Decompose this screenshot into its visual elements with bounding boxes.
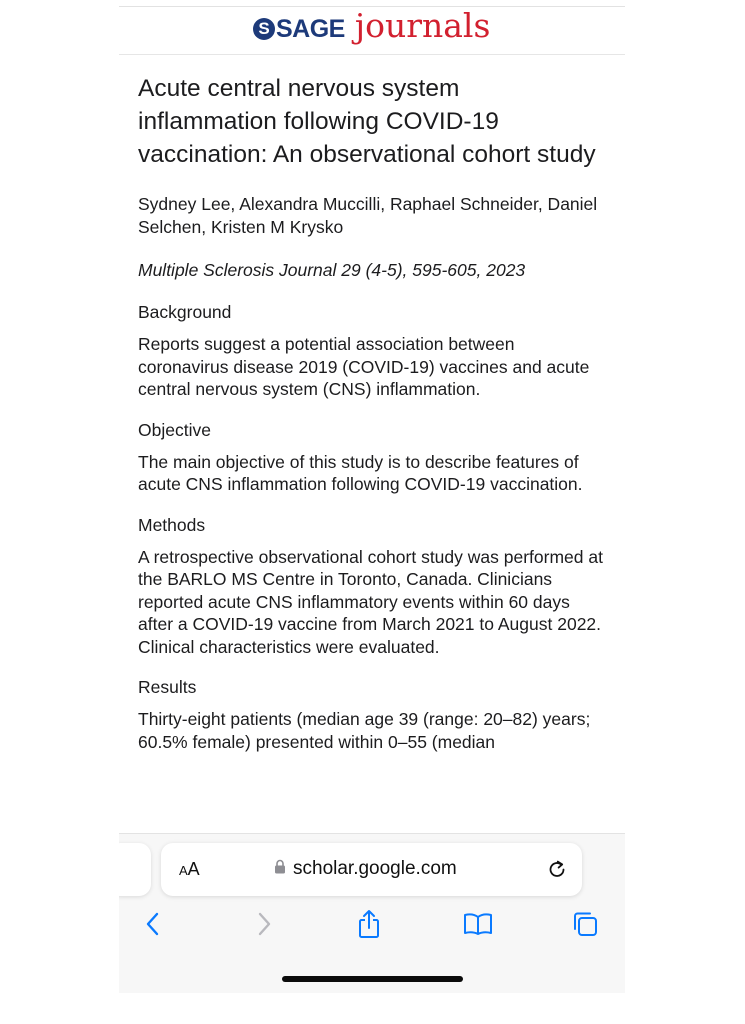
share-icon bbox=[356, 909, 382, 944]
reader-settings-button[interactable] bbox=[179, 859, 200, 880]
section-body-background: Reports suggest a potential association between coronavirus disease 2019 (COVID-19) vaccines and acute central nervous system (CNS) inflammation. bbox=[138, 334, 590, 399]
url-display[interactable] bbox=[274, 857, 457, 881]
section-body-objective: The main objective of this study is to describe features of acute CNS inflammation following COVID-19 vaccination. bbox=[138, 451, 583, 494]
chevron-right-icon bbox=[256, 911, 272, 942]
article-authors: Sydney Lee, Alexandra Muccilli, Raphael Schneider, Daniel Selchen, Kristen M Krysko bbox=[138, 194, 598, 237]
chevron-left-icon bbox=[145, 911, 161, 942]
section-body-results: Thirty-eight patients (median age 39 (range: 20–82) years; 60.5% female) presented within 0–55 (median bbox=[138, 709, 591, 752]
section-body-methods: A retrospective observational cohort study was performed at the BARLO MS Centre in Toronto, Canada. Clinicians reported acute CNS inflammatory events within 60 days after a COVID-19 vaccine from March 2021 to August 2022. Clinical characteristics were evaluated. bbox=[138, 546, 603, 657]
url-text: scholar.google.com bbox=[293, 858, 457, 879]
address-bar[interactable] bbox=[161, 843, 582, 896]
tabs-icon bbox=[571, 910, 599, 943]
article-citation: Multiple Sclerosis Journal 29 (4-5), 595-605, 2023 bbox=[138, 260, 526, 280]
back-button[interactable] bbox=[137, 910, 169, 942]
sage-logo-mark: S bbox=[253, 18, 275, 40]
section-heading-methods: Methods bbox=[138, 514, 206, 535]
sage-journals-logo[interactable] bbox=[253, 5, 491, 48]
browser-screen bbox=[119, 0, 625, 993]
site-header bbox=[119, 5, 625, 55]
forward-button[interactable] bbox=[248, 910, 280, 942]
sage-logo-text: SAGE bbox=[276, 14, 345, 43]
article-content bbox=[138, 72, 603, 771]
lock-icon bbox=[274, 859, 286, 879]
aa-small-glyph: A bbox=[179, 863, 188, 878]
section-heading-results: Results bbox=[138, 677, 197, 697]
home-indicator[interactable] bbox=[282, 976, 463, 982]
bookmarks-button[interactable] bbox=[462, 910, 494, 942]
book-icon bbox=[463, 912, 493, 941]
reload-icon[interactable] bbox=[546, 858, 568, 880]
previous-tab-preview[interactable] bbox=[119, 843, 151, 896]
section-heading-background: Background bbox=[138, 302, 232, 322]
share-button[interactable] bbox=[353, 910, 385, 942]
article-title[interactable]: Acute central nervous system inflammation following COVID-19 vaccination: An observational cohort study bbox=[138, 75, 596, 168]
journals-logo-text: journals bbox=[354, 5, 491, 45]
aa-large-glyph: A bbox=[187, 859, 200, 879]
tabs-button[interactable] bbox=[569, 910, 601, 942]
section-heading-objective: Objective bbox=[138, 419, 211, 440]
